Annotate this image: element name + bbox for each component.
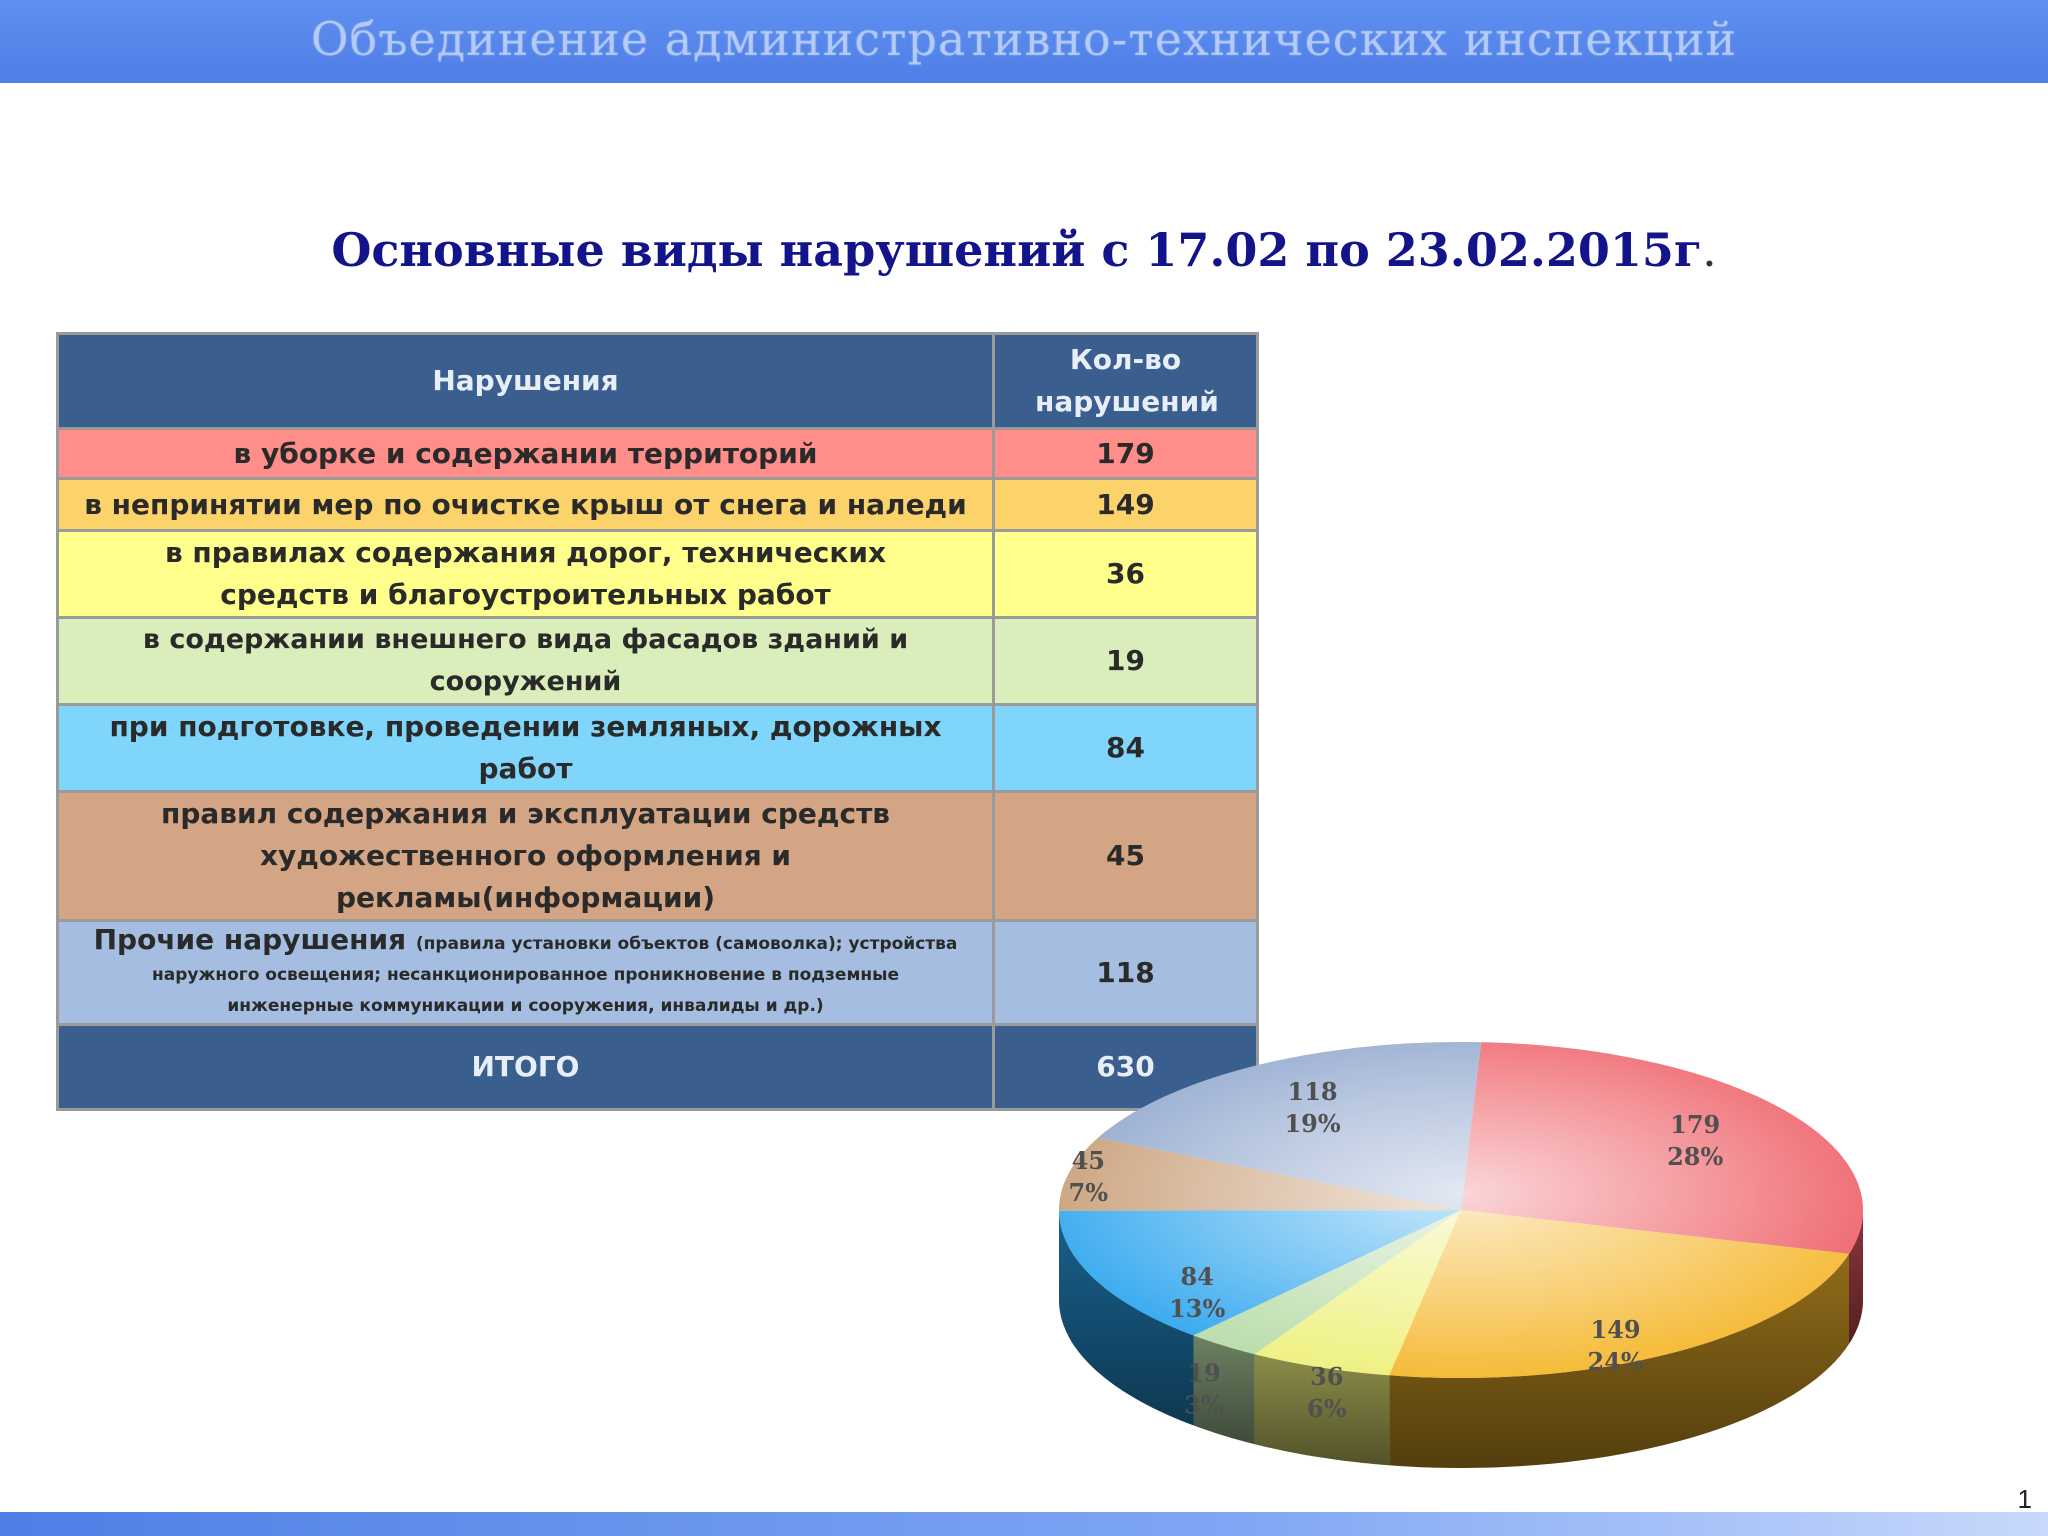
pie-value-label: 45	[1071, 1146, 1106, 1176]
row-label: в содержании внешнего вида фасадов зданий и сооружений	[58, 618, 994, 705]
row-value: 19	[994, 618, 1258, 705]
row-value: 36	[994, 531, 1258, 618]
header-count: Кол-во нарушений	[994, 334, 1258, 429]
pie-percent-label: 24%	[1587, 1346, 1644, 1376]
pie-percent-label: 3%	[1184, 1390, 1224, 1420]
pie-percent-label: 28%	[1667, 1141, 1724, 1171]
pie-value-label: 36	[1310, 1361, 1344, 1391]
table-row	[58, 705, 1258, 792]
table-row	[58, 479, 1258, 531]
row-value: 84	[994, 705, 1258, 792]
row-label: правил содержания и эксплуатации средств художественного оформления и рекламы(информации)	[58, 792, 994, 921]
table-row	[58, 618, 1258, 705]
total-label: ИТОГО	[58, 1025, 994, 1110]
violations-table	[56, 332, 1259, 1111]
row-value: 179	[994, 429, 1258, 479]
other-violations-note: (правила установки объектов (самоволка); устройства наружного освещения; несанкционированное проникновение в подземные инженерные коммуникации и сооружения, инвалиды и др.)	[152, 934, 958, 1016]
row-value: 45	[994, 792, 1258, 921]
header-title: Объединение административно-технических инспекций	[310, 12, 1738, 66]
pie-chart-svg	[1040, 1020, 1940, 1470]
footer-bar	[0, 1512, 2048, 1536]
pie-value-label: 19	[1187, 1358, 1221, 1388]
other-violations-label: Прочие нарушения	[93, 923, 407, 956]
row-label: в уборке и содержании территорий	[58, 429, 994, 479]
header-bar	[0, 0, 2048, 83]
pie-value-label: 118	[1287, 1077, 1338, 1107]
header-violations: Нарушения	[58, 334, 994, 429]
slide-title-text: Основные виды нарушений с 17.02 по 23.02.2015г	[331, 223, 1703, 277]
pie-chart	[1040, 1020, 1940, 1470]
slide-title	[0, 223, 2048, 277]
table-row	[58, 429, 1258, 479]
pie-gloss	[1059, 1042, 1863, 1378]
pie-value-label: 149	[1590, 1314, 1641, 1344]
pie-percent-label: 19%	[1284, 1109, 1341, 1139]
table-row	[58, 921, 1258, 1025]
pie-percent-label: 13%	[1169, 1294, 1226, 1324]
total-value: 630	[994, 1025, 1258, 1110]
pie-value-label: 179	[1670, 1109, 1721, 1139]
pie-percent-label: 6%	[1307, 1393, 1347, 1423]
row-label: при подготовке, проведении земляных, дорожных работ	[58, 705, 994, 792]
slide-title-dot: .	[1702, 223, 1717, 277]
row-label: в непринятии мер по очистке крыш от снега и наледи	[58, 479, 994, 531]
pie-value-label: 84	[1180, 1262, 1214, 1292]
table-header-row	[58, 334, 1258, 429]
page-number: 1	[2017, 1484, 2032, 1514]
table-row	[58, 531, 1258, 618]
row-label: в правилах содержания дорог, технических средств и благоустроительных работ	[58, 531, 994, 618]
row-value: 149	[994, 479, 1258, 531]
row-value: 118	[994, 921, 1258, 1025]
table-row	[58, 792, 1258, 921]
pie-percent-label: 7%	[1068, 1178, 1109, 1208]
row-label-other	[58, 921, 994, 1025]
